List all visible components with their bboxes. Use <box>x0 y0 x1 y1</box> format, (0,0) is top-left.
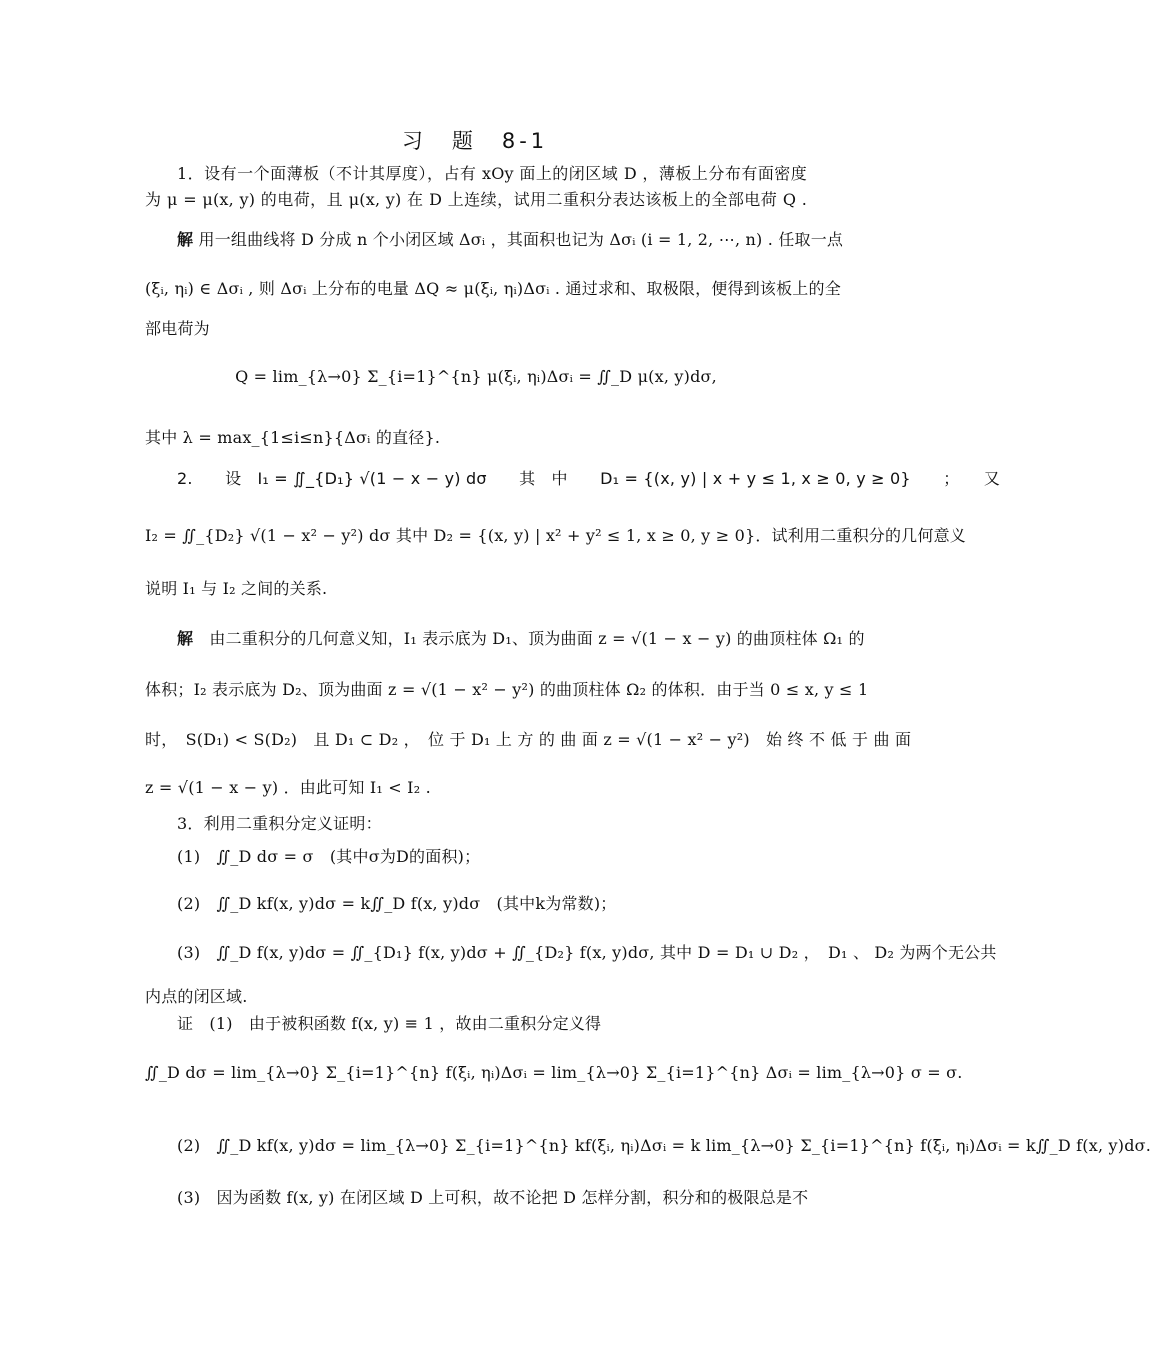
solution-2-text-1: 由二重积分的几何意义知，I₁ 表示底为 D₁、顶为曲面 z = √(1 − x − y) 的曲顶柱体 Ω₁ 的 <box>193 629 865 648</box>
solution-2-line-4: z = √(1 − x − y) ．由此可知 I₁ < I₂ . <box>145 778 431 797</box>
problem-3-item-2: (2) ∬_D kf(x, y)dσ = k∬_D f(x, y)dσ (其中k为常数)； <box>177 894 617 913</box>
proof-3-line-1 <box>177 1013 807 1035</box>
solution-1-line-3: 部电荷为 <box>145 319 210 338</box>
proof-3-text-1: (1) 由于被积函数 f(x, y) ≡ 1 ，故由二重积分定义得 <box>193 1014 602 1033</box>
solution-1-line-1 <box>177 229 844 251</box>
charge-formula: Q = lim_{λ→0} Σ_{i=1}^{n} μ(ξᵢ, ηᵢ)Δσᵢ = ∬_D μ(x, y)dσ, <box>235 367 717 386</box>
solution-2-line-3: 时， S(D₁) < S(D₂) 且 D₁ ⊂ D₂ ， 位 于 D₁ 上 方 的 曲 面 z = √(1 − x² − y²) 始 终 不 低 于 曲 面 <box>145 730 912 749</box>
problem-3-intro: 3．利用二重积分定义证明： <box>177 814 382 833</box>
solution-1-text-1: 用一组曲线将 D 分成 n 个小闭区域 Δσᵢ ，其面积也记为 Δσᵢ (i = 1, 2, ⋯, n) . 任取一点 <box>193 230 844 249</box>
solution-label: 解 <box>177 230 194 249</box>
problem-2-line-2: I₂ = ∬_{D₂} √(1 − x² − y²) dσ 其中 D₂ = {(x, y) | x² + y² ≤ 1, x ≥ 0, y ≥ 0}．试利用二重积分的几何意义 <box>145 526 966 545</box>
proof-formula-1: ∬_D dσ = lim_{λ→0} Σ_{i=1}^{n} f(ξᵢ, ηᵢ)Δσᵢ = lim_{λ→0} Σ_{i=1}^{n} Δσᵢ = lim_{λ→0} σ = σ. <box>145 1063 963 1082</box>
problem-1-text-line-2: 为 μ = μ(x, y) 的电荷，且 μ(x, y) 在 D 上连续，试用二重积分表达该板上的全部电荷 Q . <box>145 190 807 209</box>
solution-2-line-1 <box>177 628 865 650</box>
proof-label: 证 <box>177 1014 194 1033</box>
proof-3-line-3: (3) 因为函数 f(x, y) 在闭区域 D 上可积，故不论把 D 怎样分割，积分和的极限总是不 <box>177 1188 809 1207</box>
problem-1-text-line-1: 1．设有一个面薄板（不计其厚度），占有 xOy 面上的闭区域 D ，薄板上分布有面密度 <box>177 164 807 183</box>
problem-3-item-3-continued: 内点的闭区域. <box>145 987 248 1006</box>
problem-3-item-1: (1) ∬_D dσ = σ (其中σ为D的面积)； <box>177 847 481 866</box>
solution-2-line-2: 体积；I₂ 表示底为 D₂、顶为曲面 z = √(1 − x² − y²) 的曲顶柱体 Ω₂ 的体积．由于当 0 ≤ x, y ≤ 1 <box>145 680 869 699</box>
problem-2-line-3: 说明 I₁ 与 I₂ 之间的关系. <box>145 579 328 598</box>
problem-3-item-3: (3) ∬_D f(x, y)dσ = ∬_{D₁} f(x, y)dσ + ∬_{D₂} f(x, y)dσ, 其中 D = D₁ ∪ D₂ ， D₁ 、 D₂ 为两个无公共 <box>177 943 997 962</box>
solution-1-line-2: (ξᵢ, ηᵢ) ∈ Δσᵢ , 则 Δσᵢ 上分布的电量 ΔQ ≈ μ(ξᵢ, ηᵢ)Δσᵢ . 通过求和、取极限，便得到该板上的全 <box>145 279 841 298</box>
solution-2-label: 解 <box>177 629 194 648</box>
page-title: 习 题 8-1 <box>401 129 549 153</box>
problem-2-line-1 <box>177 468 1001 490</box>
proof-formula-2: (2) ∬_D kf(x, y)dσ = lim_{λ→0} Σ_{i=1}^{n} kf(ξᵢ, ηᵢ)Δσᵢ = k lim_{λ→0} Σ_{i=1}^{n} f(ξᵢ, ηᵢ)Δσᵢ = k∬_D f(x, y)dσ. <box>177 1136 1151 1155</box>
solution-1-line-4: 其中 λ = max_{1≤i≤n}{Δσᵢ 的直径}. <box>145 428 441 447</box>
problem-2-text-1: 2. 设 I₁ = ∬_{D₁} √(1 − x − y) dσ 其 中 D₁ = {(x, y) | x + y ≤ 1, x ≥ 0, y ≥ 0} ； 又 <box>177 469 1001 488</box>
